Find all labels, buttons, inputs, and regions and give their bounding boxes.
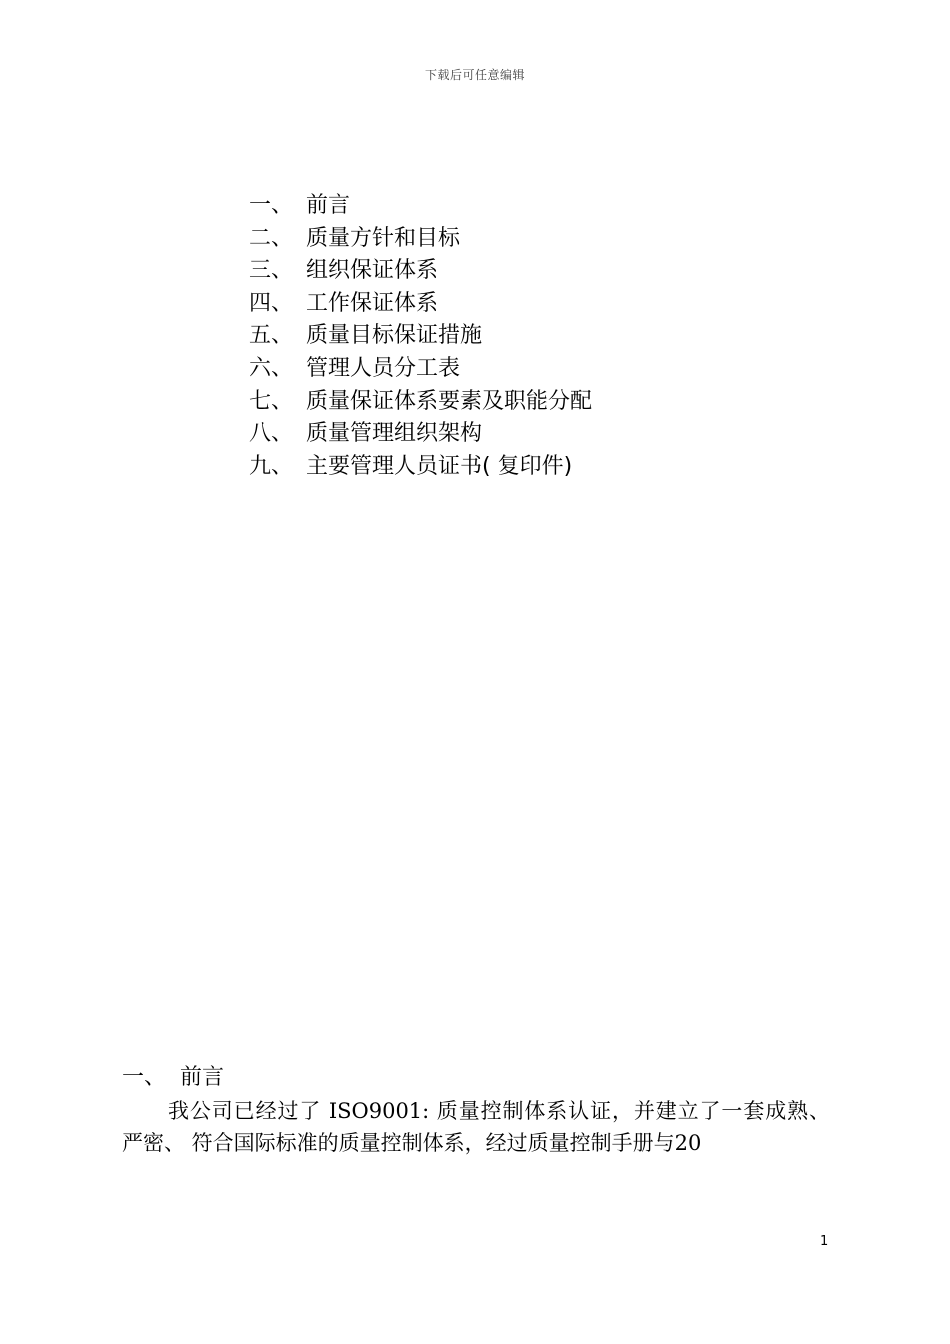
toc-item-label: 质量方针和目标	[306, 225, 461, 251]
table-of-contents	[249, 190, 592, 483]
toc-item-number: 五、	[249, 323, 294, 349]
toc-item	[249, 353, 592, 386]
toc-item	[249, 418, 592, 451]
toc-item-label: 管理人员分工表	[306, 355, 461, 381]
section-heading	[122, 1061, 830, 1095]
header-note: 下载后可任意编辑	[424, 68, 525, 82]
toc-item	[249, 255, 592, 288]
preface-section	[122, 1061, 830, 1159]
toc-item-label: 工作保证体系	[306, 290, 439, 316]
section-title: 前言	[180, 1065, 225, 1090]
toc-item-label: 主要管理人员证书( 复印件)	[306, 453, 573, 479]
toc-item-label: 质量保证体系要素及职能分配	[306, 388, 593, 414]
toc-item	[249, 288, 592, 321]
toc-item	[249, 320, 592, 353]
toc-item-number: 一、	[249, 193, 294, 218]
toc-item-number: 八、	[249, 421, 294, 447]
toc-item-number: 四、	[249, 290, 294, 316]
toc-item-label: 质量目标保证措施	[306, 323, 483, 349]
toc-item-label: 组织保证体系	[306, 258, 439, 284]
toc-item	[249, 190, 592, 223]
section-number: 一、	[122, 1065, 167, 1090]
page-number: 1	[820, 1234, 829, 1249]
toc-item-number: 六、	[249, 355, 294, 381]
toc-item-number: 三、	[249, 258, 294, 284]
toc-item-number: 二、	[249, 225, 294, 251]
toc-item-number: 九、	[249, 453, 294, 479]
toc-item	[249, 223, 592, 256]
toc-item-label: 质量管理组织架构	[306, 421, 483, 447]
toc-item-label: 前言	[306, 193, 351, 218]
toc-item-number: 七、	[249, 388, 294, 414]
body-paragraph: 我公司已经过了 ISO9001: 质量控制体系认证，并建立了一套成熟、 严密、 符合国际标准的质量控制体系，经过质量控制手册与20	[122, 1099, 830, 1155]
toc-item	[249, 451, 592, 484]
toc-item	[249, 386, 592, 419]
